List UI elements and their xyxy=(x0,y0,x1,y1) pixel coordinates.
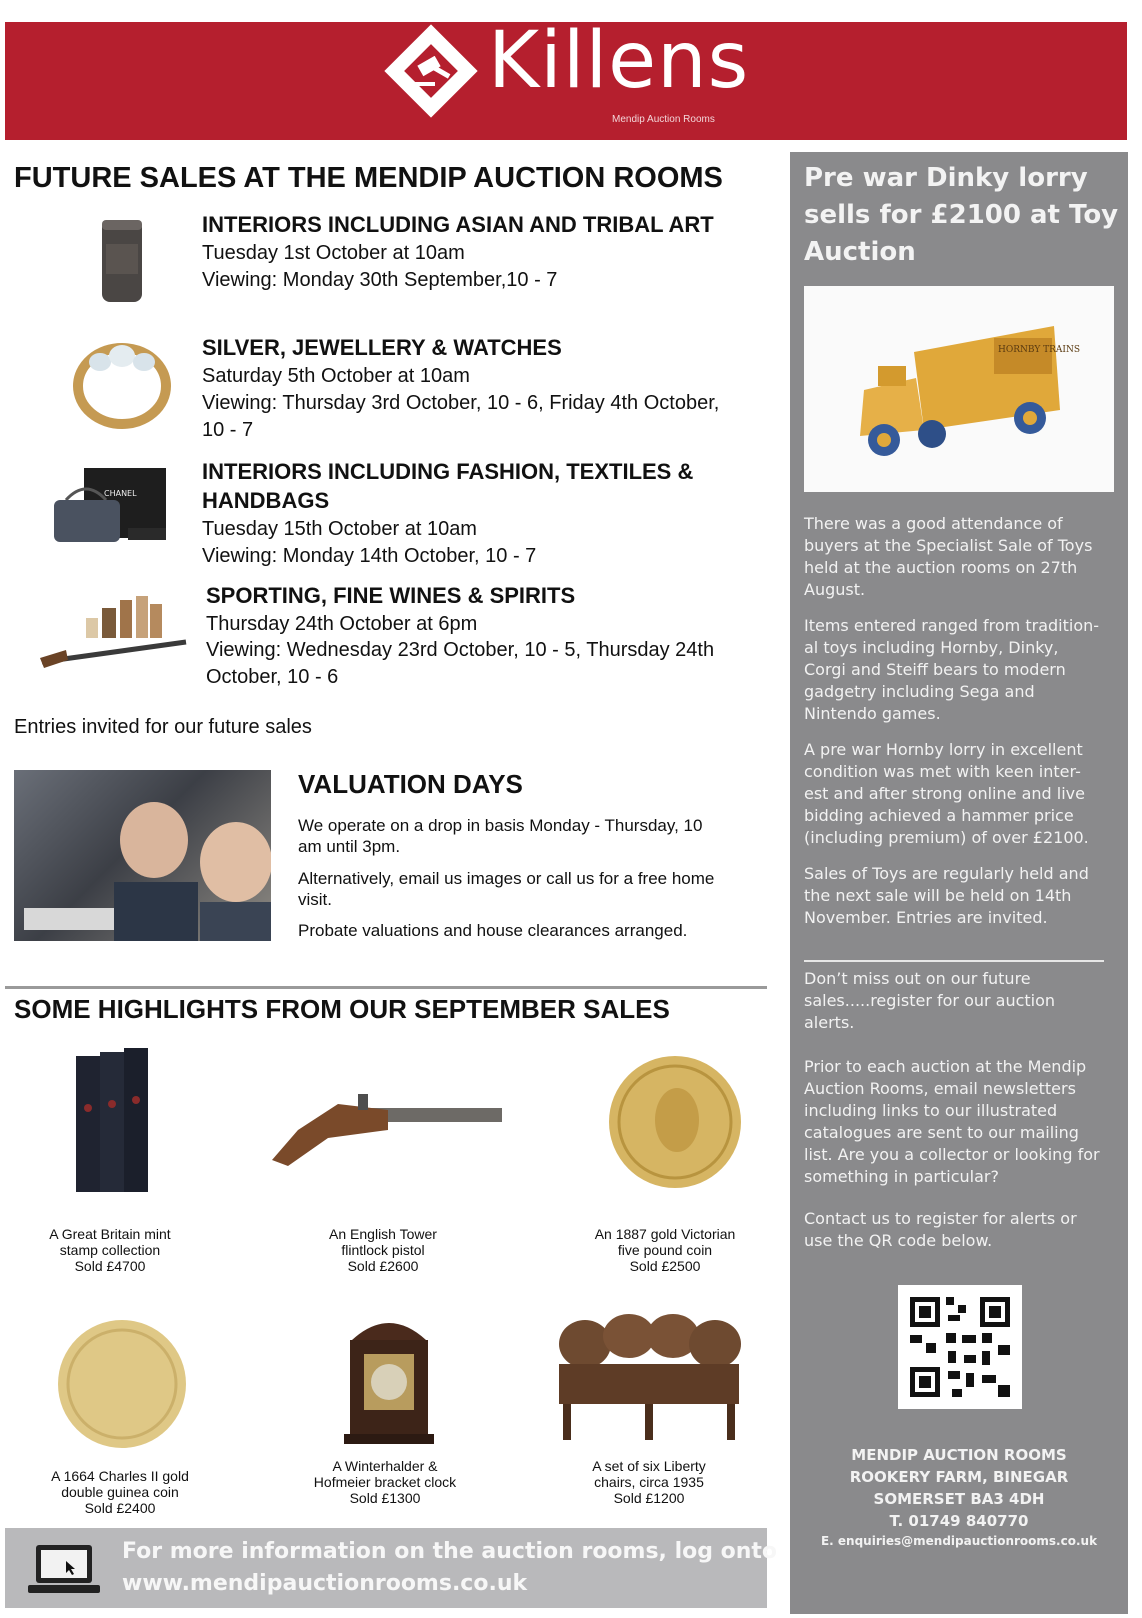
panel-p6 xyxy=(804,1056,1114,1188)
panel-p1-l2: buyers at the Specialist Sale of Toys xyxy=(804,536,1093,555)
panel-p4-l2: the next sale will be held on 14th xyxy=(804,886,1072,905)
sale-4-viewing-2: October, 10 - 6 xyxy=(206,666,339,688)
panel-p2-l3: Corgi and Steiff bears to modern xyxy=(804,660,1066,679)
sale-1-title: INTERIORS INCLUDING ASIAN AND TRIBAL ART xyxy=(202,212,714,237)
entries-invited: Entries invited for our future sales xyxy=(14,716,312,738)
valuation-photo xyxy=(14,770,271,941)
panel-p1-l1: There was a good attendance of xyxy=(804,514,1063,533)
panel-p1 xyxy=(804,513,1114,601)
sale-1-viewing: Viewing: Monday 30th September,10 - 7 xyxy=(202,269,558,291)
section-divider xyxy=(5,986,767,989)
highlight-2-line1: An English Tower xyxy=(329,1226,437,1242)
panel-p6-l2: Auction Rooms, email newsletters xyxy=(804,1079,1076,1098)
sale-2-date: Saturday 5th October at 10am xyxy=(202,365,470,387)
highlight-5-line2: Hofmeier bracket clock xyxy=(313,1474,457,1490)
laptop-icon xyxy=(26,1543,102,1597)
handbag-thumbnail xyxy=(50,464,170,550)
panel-p6-l5: list. Are you a collector or looking for xyxy=(804,1145,1100,1164)
highlight-4-line1: A 1664 Charles II gold xyxy=(51,1468,189,1484)
sale-4-viewing-1: Viewing: Wednesday 23rd October, 10 - 5, Thursday 24th xyxy=(206,639,715,661)
sale-2-title: SILVER, JEWELLERY & WATCHES xyxy=(202,335,562,360)
panel-p3-l4: bidding achieved a hammer price xyxy=(804,806,1074,825)
sale-4-date: Thursday 24th October at 6pm xyxy=(206,613,478,635)
panel-p1-l4: August. xyxy=(804,580,866,599)
panel-p7 xyxy=(804,1208,1114,1252)
qr-code[interactable] xyxy=(898,1285,1022,1409)
panel-p4-l3: November. Entries are invited. xyxy=(804,908,1048,927)
vase-thumbnail xyxy=(92,214,152,306)
highlight-2-line2: flintlock pistol xyxy=(341,1242,425,1258)
panel-p5-l1: Don’t miss out on our future xyxy=(804,969,1031,988)
footer-line1: For more information on the auction rooms, log onto xyxy=(122,1539,778,1564)
highlight-3-line2: five pound coin xyxy=(617,1242,713,1258)
brand-subtitle: Mendip Auction Rooms xyxy=(612,114,715,125)
highlight-2-caption xyxy=(273,1226,493,1274)
highlight-1-line2: stamp collection xyxy=(59,1242,161,1258)
footer-website-link[interactable]: www.mendipauctionrooms.co.uk xyxy=(122,1571,528,1596)
panel-p6-l6: something in particular? xyxy=(804,1167,999,1186)
stamp-albums-image xyxy=(74,1048,154,1194)
panel-p5-l3: alerts. xyxy=(804,1013,855,1032)
bracket-clock-image xyxy=(342,1310,436,1444)
panel-p5-l2: sales.....register for our auction xyxy=(804,991,1056,1010)
valuation-title: VALUATION DAYS xyxy=(298,769,523,799)
footer-text xyxy=(122,1536,777,1600)
valuation-p1-line1: We operate on a drop in basis Monday - Thursday, 10 xyxy=(298,816,703,835)
flintlock-pistol-image xyxy=(268,1090,504,1174)
panel-p7-l1: Contact us to register for alerts or xyxy=(804,1209,1077,1228)
panel-p3 xyxy=(804,739,1114,849)
ring-thumbnail xyxy=(70,340,174,432)
panel-p5 xyxy=(804,968,1114,1034)
panel-p1-l3: held at the auction rooms on 27th xyxy=(804,558,1078,577)
svg-text:CHANEL: CHANEL xyxy=(104,489,137,498)
panel-p6-l1: Prior to each auction at the Mendip xyxy=(804,1057,1087,1076)
dinky-lorry-image xyxy=(804,286,1114,492)
highlight-1-price: Sold £4700 xyxy=(74,1258,146,1274)
highlight-2-price: Sold £2600 xyxy=(347,1258,419,1274)
shotgun-wines-thumbnail xyxy=(36,594,188,670)
highlight-4-line2: double guinea coin xyxy=(61,1484,179,1500)
panel-p3-l2: condition was met with keen inter- xyxy=(804,762,1081,781)
panel-p3-l3: est and after strong online and live xyxy=(804,784,1085,803)
highlight-6-price: Sold £1200 xyxy=(613,1490,685,1506)
panel-p7-l2: use the QR code below. xyxy=(804,1231,993,1250)
panel-title xyxy=(804,160,1124,271)
address-line2: ROOKERY FARM, BINEGAR xyxy=(849,1468,1069,1486)
panel-p4-l1: Sales of Toys are regularly held and xyxy=(804,864,1089,883)
highlight-5-line1: A Winterhalder & xyxy=(332,1458,438,1474)
sale-3-title-2: HANDBAGS xyxy=(202,488,330,513)
address-line1: MENDIP AUCTION ROOMS xyxy=(851,1446,1067,1464)
sale-2-viewing-2: 10 - 7 xyxy=(202,419,254,441)
sale-1-date: Tuesday 1st October at 10am xyxy=(202,242,465,264)
valuation-p3: Probate valuations and house clearances arranged. xyxy=(298,921,688,940)
highlight-3-line1: An 1887 gold Victorian xyxy=(594,1226,736,1242)
gavel-shape xyxy=(409,56,455,90)
valuation-p1-line2: am until 3pm. xyxy=(298,837,401,856)
highlight-6-caption xyxy=(539,1458,759,1506)
future-sales-title: FUTURE SALES AT THE MENDIP AUCTION ROOMS xyxy=(14,162,723,194)
panel-title-line1: Pre war Dinky lorry xyxy=(804,163,1088,193)
valuation-p2-line2: visit. xyxy=(298,890,332,909)
charles-coin-image xyxy=(54,1318,190,1450)
panel-p4 xyxy=(804,863,1114,929)
panel-p6-l3: including links to our illustrated xyxy=(804,1101,1058,1120)
sale-3-viewing: Viewing: Monday 14th October, 10 - 7 xyxy=(202,545,537,567)
highlight-1-caption xyxy=(0,1226,220,1274)
sale-3-title-1: INTERIORS INCLUDING FASHION, TEXTILES & xyxy=(202,459,694,484)
address-block xyxy=(790,1444,1128,1532)
panel-p3-l5: (including premium) of over £2100. xyxy=(804,828,1089,847)
highlight-4-caption xyxy=(10,1468,230,1516)
panel-divider xyxy=(804,960,1104,962)
panel-p3-l1: A pre war Hornby lorry in excellent xyxy=(804,740,1083,759)
panel-p6-l4: catalogues are sent to our mailing xyxy=(804,1123,1079,1142)
highlight-3-price: Sold £2500 xyxy=(629,1258,701,1274)
van-text: HORNBY TRAINS xyxy=(998,345,1081,355)
highlight-4-price: Sold £2400 xyxy=(84,1500,156,1516)
panel-title-line3: Auction xyxy=(804,237,916,267)
panel-p2-l2: al toys including Hornby, Dinky, xyxy=(804,638,1059,657)
highlight-1-line1: A Great Britain mint xyxy=(49,1226,171,1242)
highlight-6-line2: chairs, circa 1935 xyxy=(594,1474,704,1490)
liberty-chairs-image xyxy=(545,1314,753,1442)
valuation-p2-line1: Alternatively, email us images or call us for a free home xyxy=(298,869,715,888)
panel-p2-l1: Items entered ranged from tradition- xyxy=(804,616,1100,635)
brand-name: Killens xyxy=(488,16,750,106)
highlight-5-price: Sold £1300 xyxy=(349,1490,421,1506)
address-line3: SOMERSET BA3 4DH xyxy=(873,1490,1045,1508)
sale-2-viewing-1: Viewing: Thursday 3rd October, 10 - 6, Friday 4th October, xyxy=(202,392,720,414)
highlight-3-caption xyxy=(555,1226,775,1274)
victorian-coin-image xyxy=(605,1054,745,1190)
highlights-title: SOME HIGHLIGHTS FROM OUR SEPTEMBER SALES xyxy=(14,994,670,1024)
highlight-6-line1: A set of six Liberty xyxy=(592,1458,706,1474)
sale-4-title: SPORTING, FINE WINES & SPIRITS xyxy=(206,583,576,608)
panel-title-line2: sells for £2100 at Toy xyxy=(804,200,1119,230)
panel-p2-l4: gadgetry including Sega and xyxy=(804,682,1035,701)
address-phone: T. 01749 840770 xyxy=(889,1512,1029,1530)
highlight-5-caption xyxy=(275,1458,495,1506)
panel-p2 xyxy=(804,615,1114,725)
panel-p2-l5: Nintendo games. xyxy=(804,704,941,723)
sale-3-date: Tuesday 15th October at 10am xyxy=(202,518,477,540)
contact-email[interactable]: E. enquiries@mendipauctionrooms.co.uk xyxy=(820,1534,1098,1548)
